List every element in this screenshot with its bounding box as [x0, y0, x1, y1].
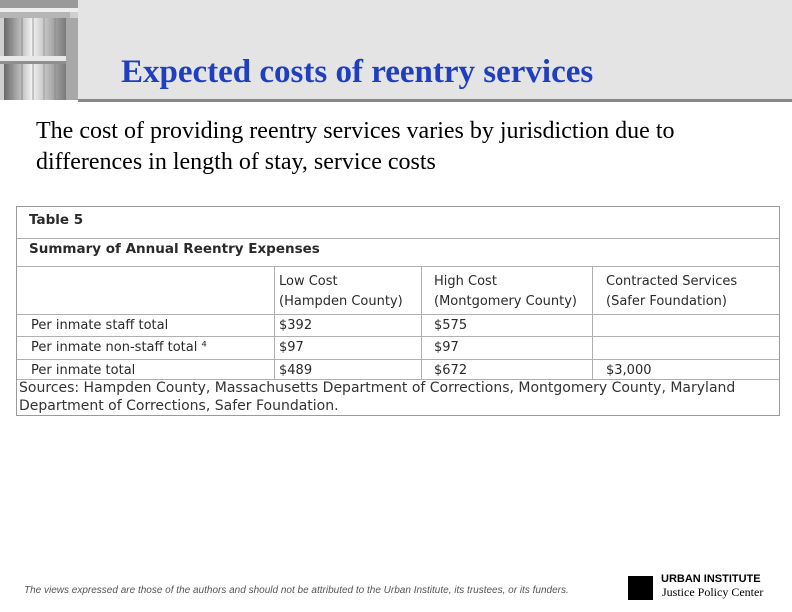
row-label: Per inmate total: [31, 363, 136, 378]
column-divider: [274, 266, 275, 379]
cell-value: $575: [434, 318, 468, 333]
cell-value: $3,000: [606, 363, 652, 378]
table-rule: [17, 238, 779, 239]
column-illustration: [0, 0, 78, 100]
logo-center-name: Justice Policy Center: [662, 585, 764, 599]
column-header-contracted-org: (Safer Foundation): [606, 294, 727, 309]
column-header-low-cost-county: (Hampden County): [279, 294, 403, 309]
column-header-high-cost: High Cost: [434, 274, 497, 289]
cell-value: $489: [279, 363, 313, 378]
footer-disclaimer: The views expressed are those of the authors and should not be attributed to the Urban Institute, its trustees, or its funders.: [24, 585, 569, 596]
cell-value: $392: [279, 318, 313, 333]
table-rule: [17, 336, 779, 337]
row-label: Per inmate non-staff total ⁴: [31, 340, 207, 355]
table-rule: [17, 266, 779, 267]
expense-table: [16, 206, 780, 416]
table-rule: [17, 314, 779, 315]
row-label: Per inmate staff total: [31, 318, 169, 333]
table-rule: [17, 359, 779, 360]
column-divider: [421, 266, 422, 379]
column-divider: [592, 266, 593, 379]
slide-subtitle: The cost of providing reentry services varies by jurisdiction due to differences in length of stay, service costs: [36, 118, 675, 175]
header-rule: [78, 99, 792, 102]
cell-value: $97: [279, 340, 304, 355]
cell-value: $97: [434, 340, 459, 355]
logo-org-name: URBAN INSTITUTE: [661, 573, 761, 585]
table-label: Table 5: [29, 212, 84, 228]
column-header-low-cost: Low Cost: [279, 274, 338, 289]
logo-mark: [628, 576, 653, 600]
column-image: [0, 0, 78, 100]
column-header-contracted: Contracted Services: [606, 274, 738, 289]
table-sources: Sources: Hampden County, Massachusetts Department of Corrections, Montgomery County, Maryland Department of Corrections, Safer Foundation.: [19, 380, 736, 414]
cell-value: $672: [434, 363, 468, 378]
column-header-high-cost-county: (Montgomery County): [434, 294, 577, 309]
table-caption: Summary of Annual Reentry Expenses: [29, 241, 320, 257]
slide-title: Expected costs of reentry services: [121, 54, 594, 90]
